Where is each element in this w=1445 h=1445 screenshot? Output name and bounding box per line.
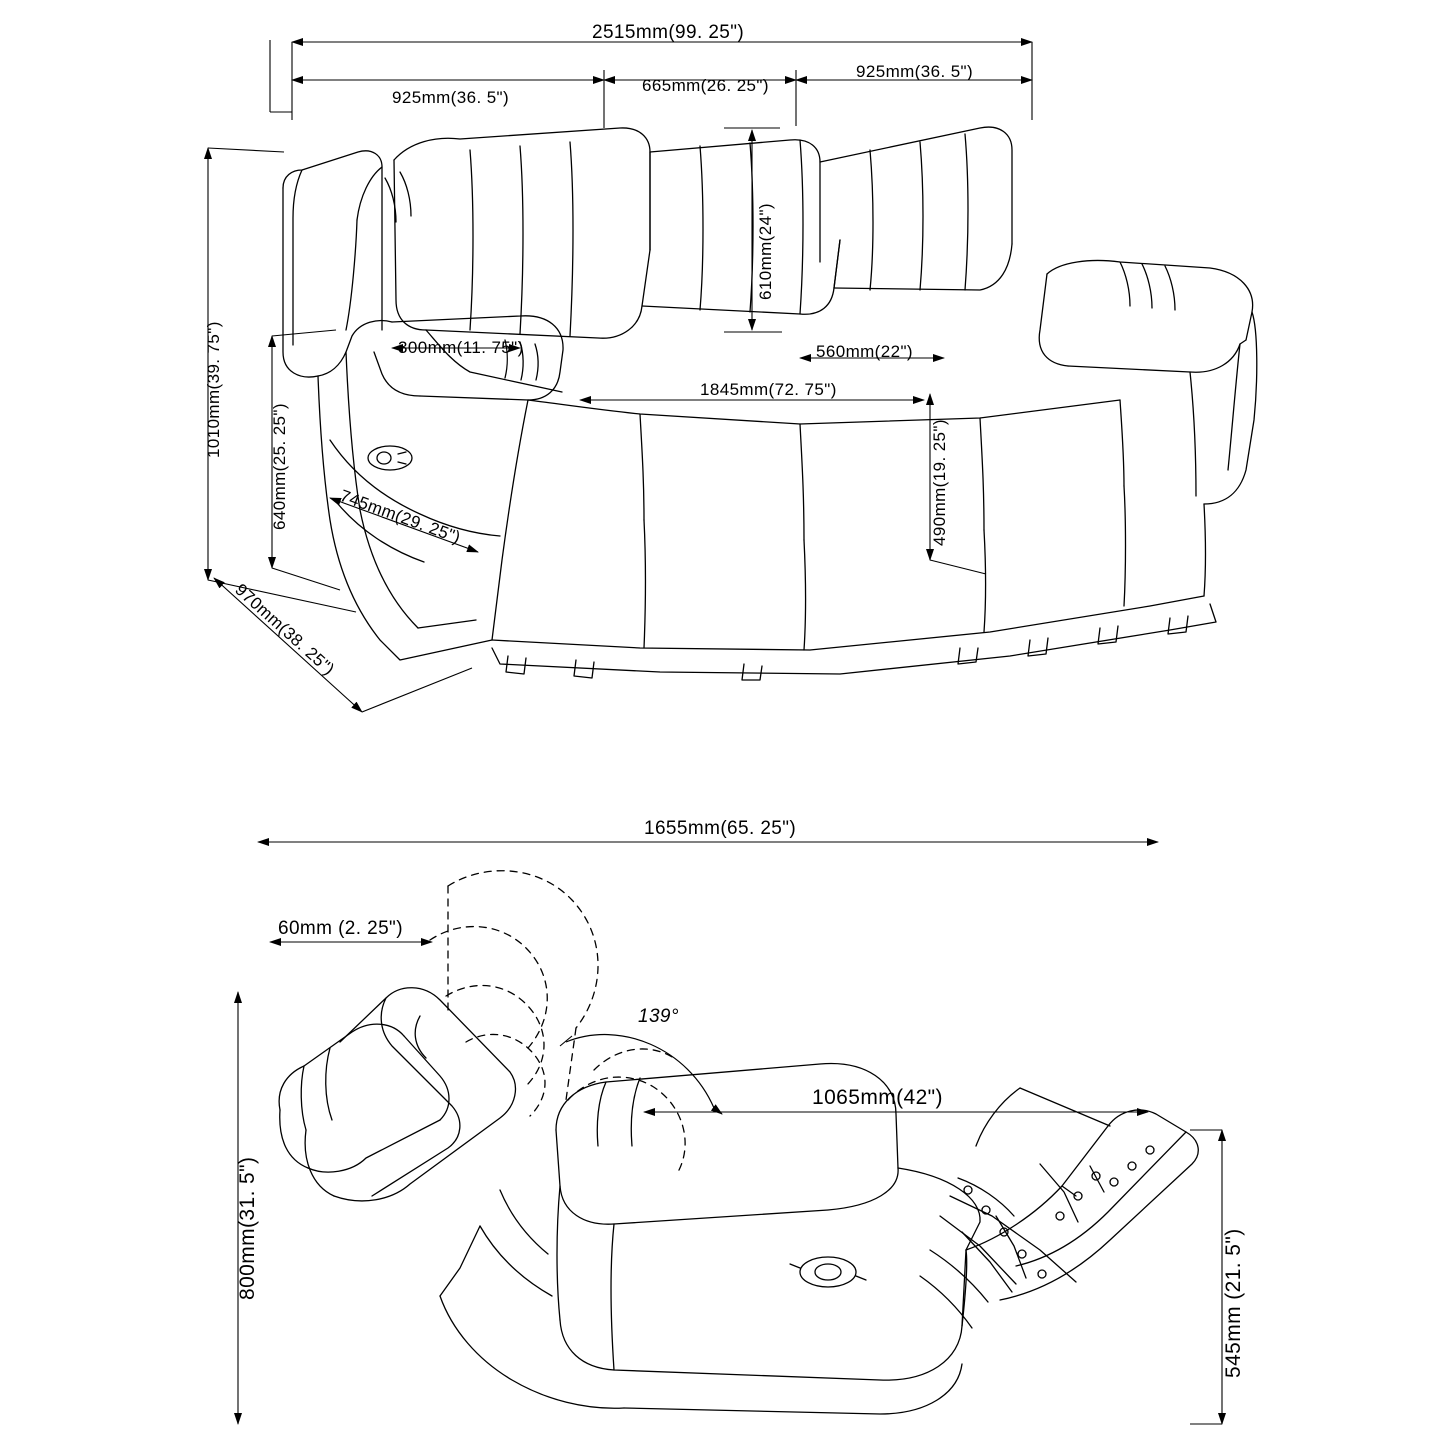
dimension-center-seat-width: 665mm(26. 25") [642, 76, 769, 95]
dimension-recline-angle: 139° [638, 1006, 679, 1027]
dimension-reclined-height: 800mm(31. 5") [236, 1156, 259, 1300]
dimension-reclined-length: 1655mm(65. 25") [644, 818, 797, 839]
sofa-outline-group [279, 127, 1257, 1414]
dimension-arm-height: 640mm(25. 25") [270, 403, 289, 530]
dimension-seat-height: 490mm(19. 25") [930, 419, 949, 546]
dimension-seat-depth-upper: 560mm(22") [816, 342, 913, 361]
dimension-right-seat-width: 925mm(36. 5") [856, 62, 974, 81]
dimension-seat-depth: 745mm(29. 25") [337, 486, 464, 548]
dimension-back-height: 610mm(24") [756, 203, 775, 300]
dimension-arm-width: 300mm(11. 75") [398, 338, 524, 357]
dimension-seat-to-footrest: 1065mm(42") [812, 1086, 943, 1109]
dimension-overall-height: 1010mm(39. 75") [204, 321, 223, 458]
dimension-inside-width: 1845mm(72. 75") [700, 380, 837, 399]
dimension-wall-clearance: 60mm (2. 25") [278, 918, 403, 939]
dimension-overall-depth: 970mm(38. 25") [231, 580, 339, 680]
dimension-footrest-height: 545mm (21. 5") [1222, 1228, 1245, 1378]
dimension-overall-width: 2515mm(99. 25") [592, 22, 745, 43]
dimension-left-seat-width: 925mm(36. 5") [392, 88, 510, 107]
